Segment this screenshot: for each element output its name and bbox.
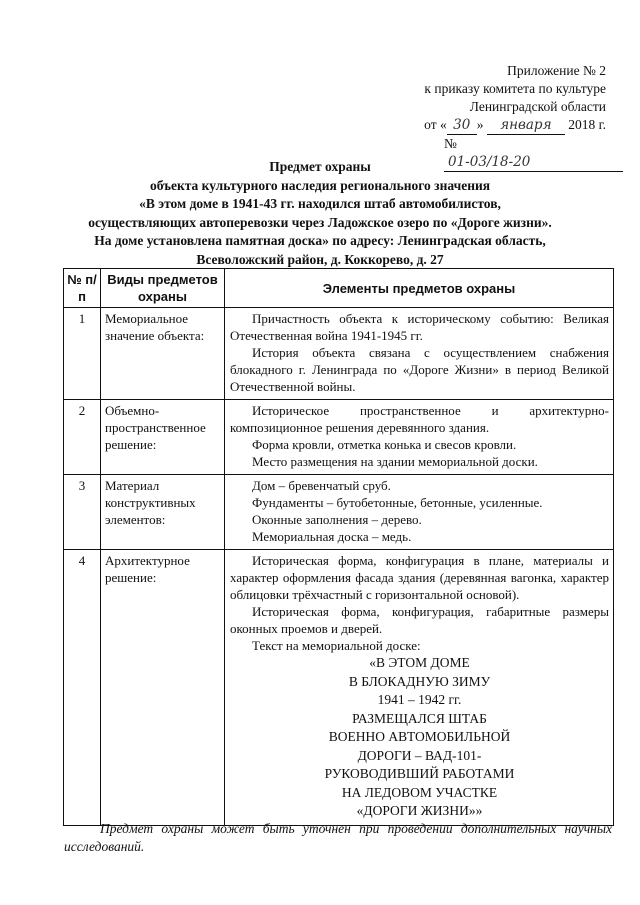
- header-kind: Виды предметов охраны: [101, 269, 225, 308]
- title-line-6: Всеволожский район, д. Коккорево, д. 27: [196, 251, 444, 267]
- row-num: 1: [64, 308, 101, 400]
- plaque-line: НА ЛЕДОВОМ УЧАСТКЕ: [341, 784, 498, 800]
- protection-table: [63, 268, 614, 826]
- row-num: 3: [64, 475, 101, 550]
- row-kind: Объемно-пространственное решение:: [101, 400, 225, 475]
- row-kind: Материал конструктивных элементов:: [101, 475, 225, 550]
- row-num: 4: [64, 550, 101, 826]
- header-num: № п/п: [64, 269, 101, 308]
- element-paragraph: Место размещения на здании мемориальной доски.: [252, 454, 538, 469]
- row-num: 2: [64, 400, 101, 475]
- element-paragraph: Форма кровли, отметка конька и свесов кровли.: [252, 437, 517, 452]
- table-row: [64, 475, 614, 550]
- plaque-line: РУКОВОДИВШИЙ РАБОТАМИ: [324, 766, 515, 781]
- footnote: Предмет охраны может быть уточнен при проведении дополнительных научных исследований.: [64, 821, 612, 854]
- date-month-handwritten: января: [487, 116, 565, 135]
- plaque-line: ДОРОГИ – ВАД-101-: [357, 747, 482, 763]
- table-row: [64, 400, 614, 475]
- row-elements: [225, 308, 614, 400]
- plaque-line: «В ЭТОМ ДОМЕ: [369, 655, 470, 670]
- plaque-line: «ДОРОГИ ЖИЗНИ»»: [356, 803, 483, 818]
- order-number-handwritten: 01-03/18-20: [444, 153, 623, 172]
- element-paragraph: Дом – бревенчатый сруб.: [252, 478, 391, 493]
- header-elements: Элементы предметов охраны: [225, 269, 614, 308]
- plaque-line: ВОЕННО АВТОМОБИЛЬНОЙ: [328, 729, 511, 744]
- appendix-block: [346, 62, 606, 172]
- title-line-1: Предмет охраны: [269, 159, 371, 174]
- document-title: [60, 158, 580, 269]
- appendix-number: Приложение № 2: [507, 63, 606, 78]
- element-paragraph: Причастность объекта к историческому событию: Великая Отечественная война 1941-1945 гг.: [230, 311, 609, 343]
- title-line-2: объекта культурного наследия регионального значения: [149, 177, 491, 193]
- plaque-line: В БЛОКАДНУЮ ЗИМУ: [348, 673, 491, 689]
- title-line-3: «В этом доме в 1941-43 гг. находился штаб автомобилистов,: [139, 196, 501, 211]
- table-row: [64, 308, 614, 400]
- date-year: 2018 г.: [568, 117, 606, 132]
- element-paragraph: История объекта связана с осуществлением снабжения блокадного г. Ленинграда по «Дороге Жизни» в период Великой Отечественной войны.: [230, 345, 609, 394]
- row-elements: [225, 400, 614, 475]
- date-prefix: от «: [424, 117, 447, 132]
- plaque-line: 1941 – 1942 гг.: [377, 692, 462, 707]
- date-mid: »: [476, 117, 484, 132]
- appendix-order-ref: к приказу комитета по культуре: [424, 81, 606, 96]
- element-paragraph: Историческая форма, конфигурация в плане, материалы и характер оформления фасада здания (деревянная вагонка, характер облицовки трёхчастный с горизонтальной основой).: [230, 553, 609, 602]
- row-kind: Мемориальное значение объекта:: [101, 308, 225, 400]
- element-paragraph: Историческая форма, конфигурация, габаритные размеры оконных проемов и дверей.: [230, 604, 609, 636]
- plaque-line: РАЗМЕЩАЛСЯ ШТАБ: [352, 710, 487, 726]
- date-day-handwritten: 30: [447, 116, 477, 135]
- element-paragraph: Текст на мемориальной доске:: [252, 638, 421, 653]
- row-elements: [225, 475, 614, 550]
- number-prefix: №: [444, 136, 457, 151]
- element-paragraph: Мемориальная доска – медь.: [252, 529, 412, 544]
- element-paragraph: Фундаменты – бутобетонные, бетонные, усиленные.: [252, 495, 543, 510]
- appendix-region: Ленинградской области: [469, 99, 606, 114]
- title-line-5: На доме установлена памятная доска» по адресу: Ленинградская область,: [94, 233, 546, 248]
- table-row: [64, 550, 614, 826]
- title-line-4: осуществляющих автоперевозки через Ладожское озеро по «Дороге жизни».: [88, 214, 552, 230]
- table-header-row: [64, 269, 614, 308]
- row-elements: [225, 550, 614, 826]
- element-paragraph: Оконные заполнения – дерево.: [252, 512, 422, 527]
- row-kind: Архитектурное решение:: [101, 550, 225, 826]
- plaque-text: [230, 654, 609, 821]
- appendix-date-line: [346, 116, 606, 135]
- element-paragraph: Историческое пространственное и архитектурно-композиционное решения деревянного здания.: [230, 403, 609, 435]
